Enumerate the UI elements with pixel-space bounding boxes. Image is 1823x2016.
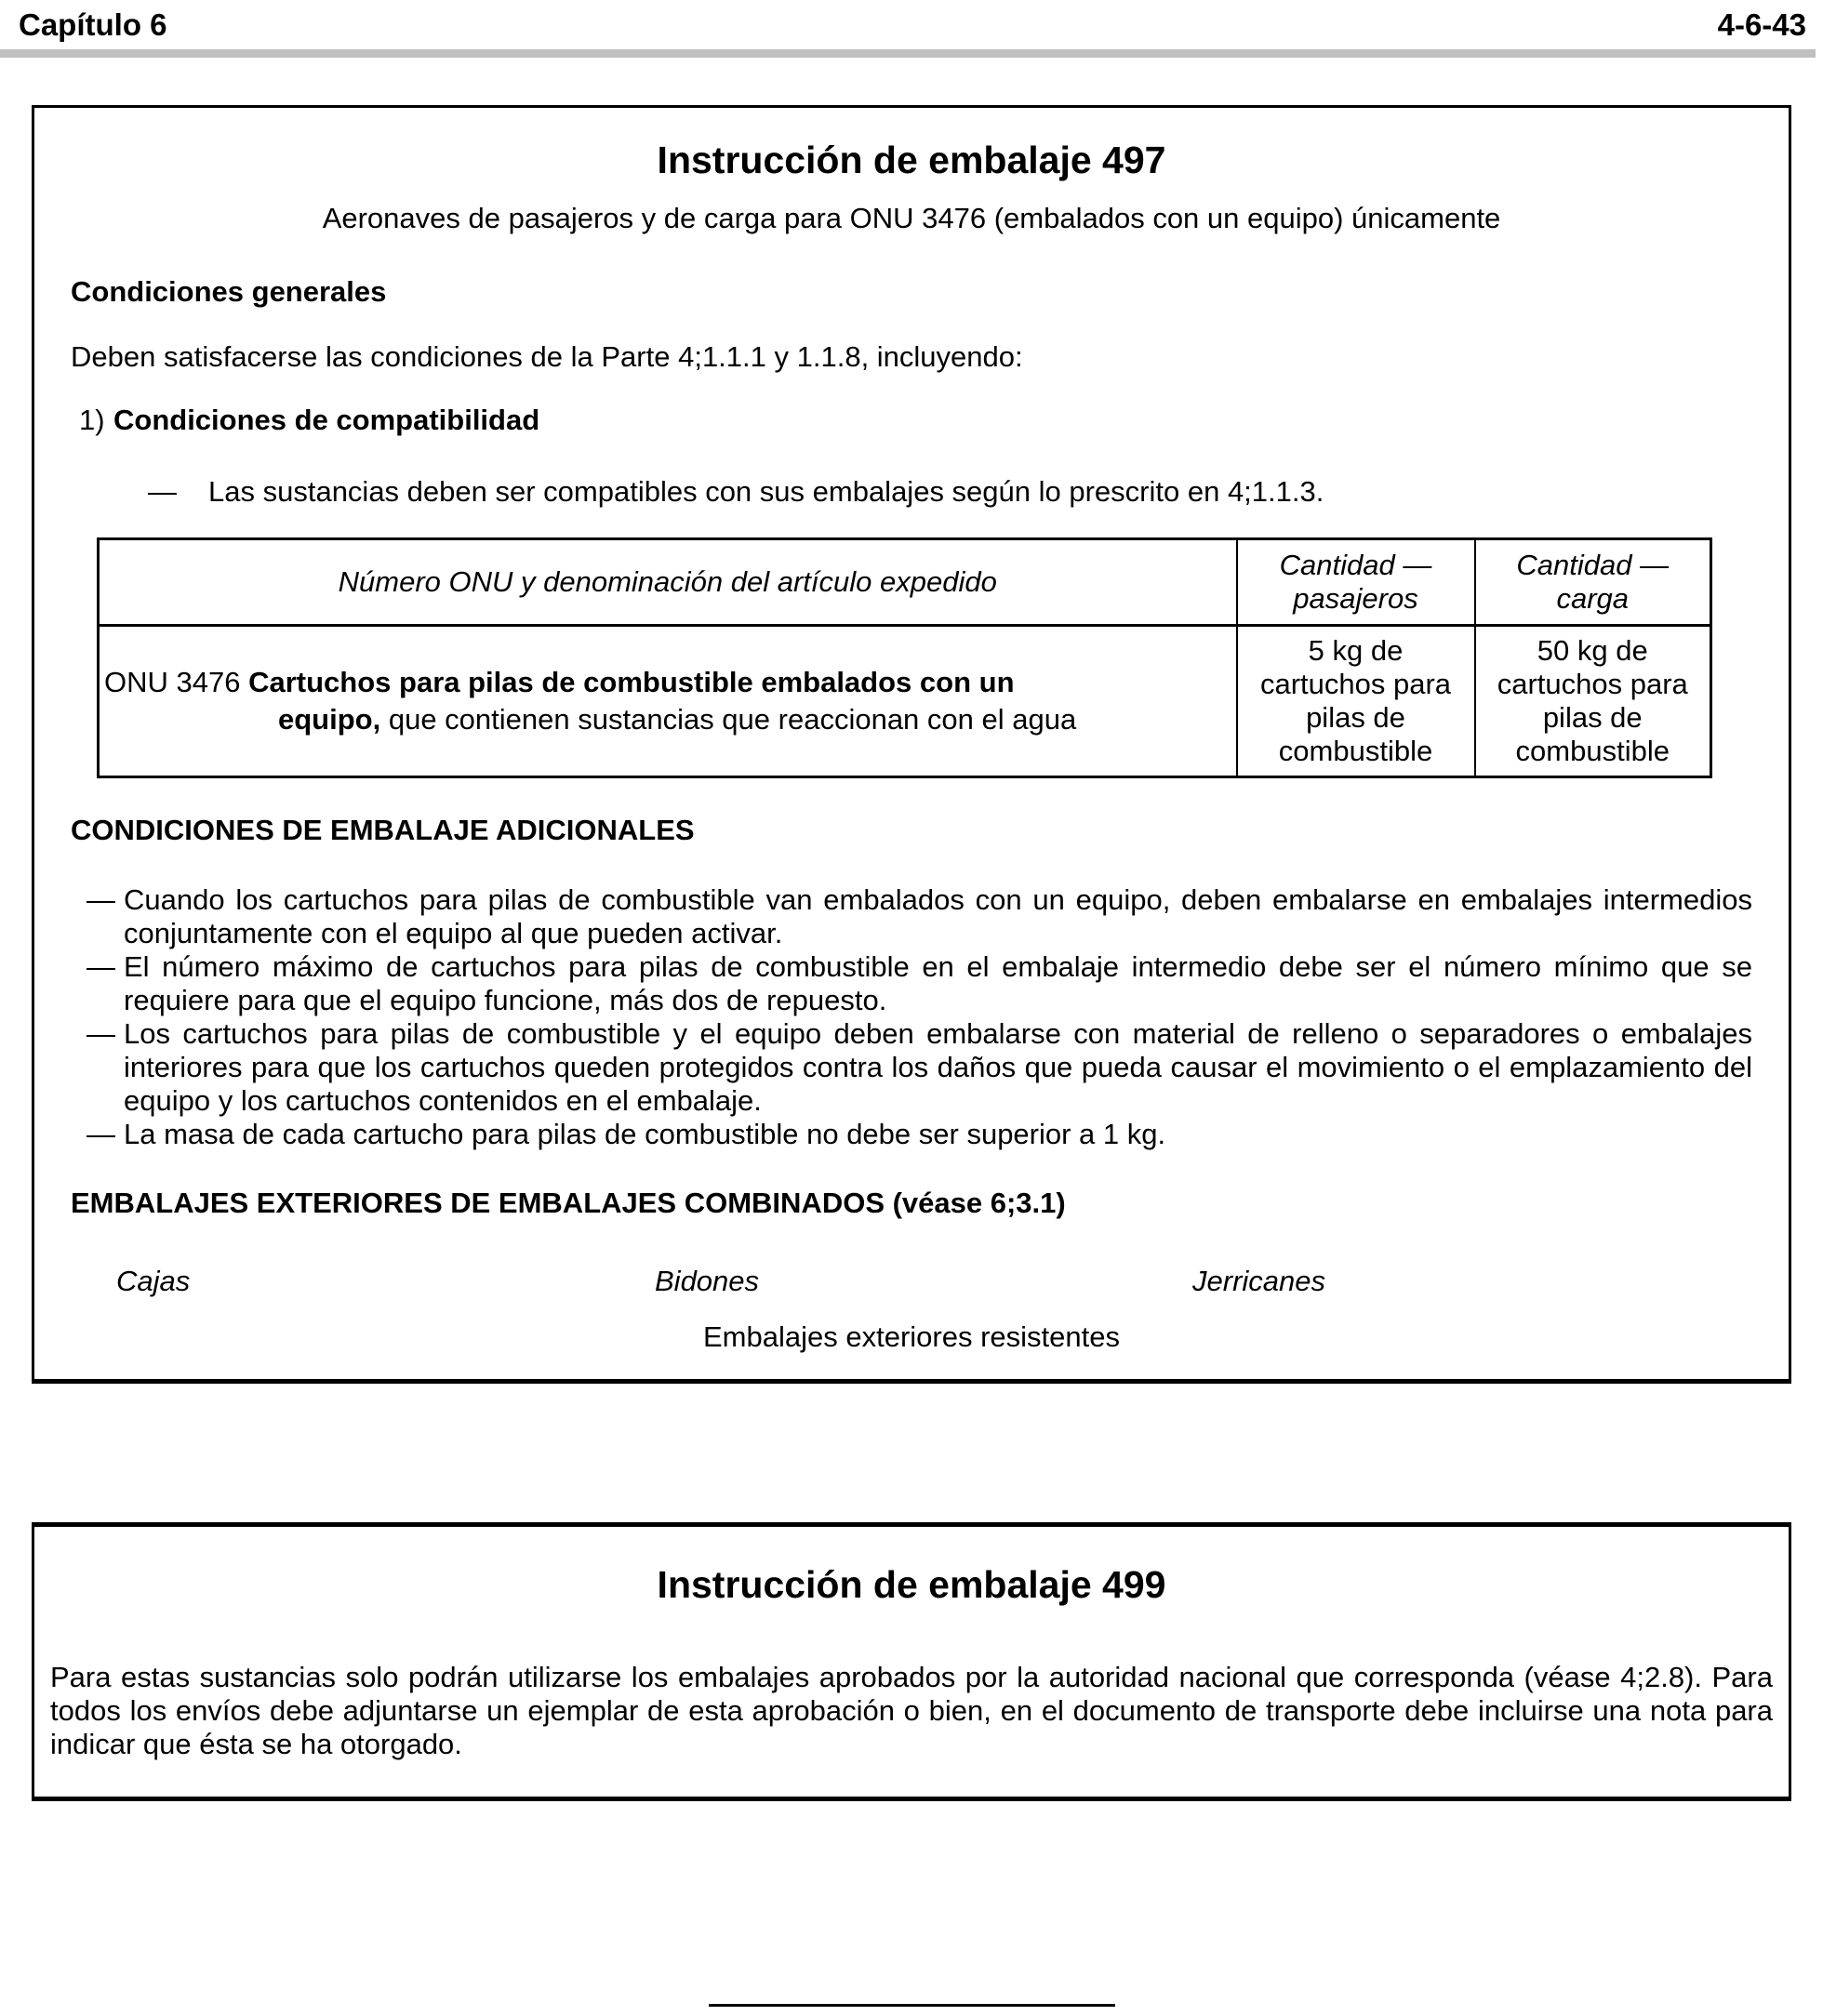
header-line: Cantidad —	[1279, 549, 1432, 581]
compatibility-bullet	[71, 475, 1752, 509]
additional-conditions-list	[71, 883, 1752, 1151]
col-header-denomination: Número ONU y denominación del artículo expedido	[99, 539, 1237, 626]
entry-description-cell	[99, 626, 1237, 777]
bullet-dash: —	[86, 1118, 115, 1150]
list-item	[71, 1017, 1752, 1118]
un-number: ONU 3476	[104, 666, 241, 698]
qty-line: cartuchos para	[1497, 668, 1688, 700]
quantity-table	[97, 537, 1712, 778]
instruction-497-subtitle: Aeronaves de pasajeros y de carga para ONU 3476 (embalados con un equipo) únicamente	[322, 202, 1501, 234]
header-line: Cantidad —	[1516, 549, 1670, 581]
list-item-text: La masa de cada cartucho para pilas de combustible no debe ser superior a 1 kg.	[124, 1118, 1166, 1150]
header-divider-rule	[0, 49, 1816, 58]
table-row	[99, 626, 1711, 777]
cargo-quantity-cell	[1475, 626, 1711, 777]
instruction-499-title: Instrucción de embalaje 499	[657, 1563, 1166, 1606]
list-item-text: Los cartuchos para pilas de combustible y el equipo deben embalarse con material de relleno o separadores o embalajes interiores para que los cartuchos queden protegidos contra los daños que pueda causar el movimiento o el emplazamiento del equipo y los cartuchos contenidos en el embalaje.	[124, 1017, 1752, 1117]
qty-line: pilas de	[1542, 701, 1643, 734]
proper-shipping-name-cont: equipo,	[278, 703, 381, 736]
page-number: 4-6-43	[1717, 7, 1806, 42]
outer-packaging-types	[71, 1265, 1752, 1298]
bullet-dash: —	[148, 475, 177, 508]
header-line: carga	[1556, 582, 1630, 615]
table-header-row	[99, 539, 1711, 626]
col-header-passenger-qty	[1237, 539, 1475, 626]
qty-line: 50 kg de	[1537, 634, 1648, 667]
list-item-text: El número máximo de cartuchos para pilas de combustible en el embalaje intermedio debe ser el número mínimo que se requiere para que el equipo funcione, más dos de repuesto.	[124, 950, 1752, 1016]
packing-instruction-499-box	[32, 1522, 1791, 1801]
additional-conditions-heading: CONDICIONES DE EMBALAJE ADICIONALES	[71, 814, 695, 846]
bullet-dash: —	[86, 883, 115, 916]
chapter-label: Capítulo 6	[19, 7, 167, 42]
passenger-quantity-cell	[1237, 626, 1475, 777]
list-item	[71, 950, 1752, 1017]
list-item	[71, 1118, 1752, 1151]
entry-description-suffix: que contienen sustancias que reaccionan con el agua	[388, 703, 1077, 736]
packaging-type-drums: Bidones	[655, 1265, 760, 1297]
page-header	[19, 7, 1806, 43]
qty-line: cartuchos para	[1259, 668, 1452, 700]
footer-separator-line	[709, 2004, 1115, 2007]
outer-packagings-heading: EMBALAJES EXTERIORES DE EMBALAJES COMBINADOS (véase 6;3.1)	[71, 1187, 1066, 1219]
qty-line: combustible	[1515, 735, 1670, 767]
general-conditions-heading: Condiciones generales	[71, 275, 387, 308]
compatibility-bullet-text: Las sustancias deben ser compatibles con sus embalajes según lo prescrito en 4;1.1.3.	[208, 475, 1324, 508]
qty-line: combustible	[1278, 735, 1433, 767]
packaging-type-boxes: Cajas	[116, 1265, 191, 1297]
proper-shipping-name: Cartuchos para pilas de combustible embalados con un	[248, 666, 1015, 698]
instruction-499-body: Para estas sustancias solo podrán utilizarse los embalajes aprobados por la autoridad nacional que corresponda (véase 4;2.8). Para todos los envíos debe adjuntarse un ejemplar de esta aprobación o bien, en el documento de transporte debe incluirse una nota para indicar que ésta se ha otorgado.	[50, 1661, 1773, 1760]
qty-line: pilas de	[1306, 701, 1405, 734]
outer-packagings-note: Embalajes exteriores resistentes	[703, 1320, 1120, 1353]
qty-line: 5 kg de	[1308, 634, 1404, 667]
bullet-dash: —	[86, 950, 115, 983]
compatibility-item	[71, 404, 1752, 437]
header-line: pasajeros	[1293, 582, 1418, 615]
list-item-text: Cuando los cartuchos para pilas de combustible van embalados con un equipo, deben embalarse en embalajes intermedios conjuntamente con el equipo al que pueden activar.	[124, 883, 1752, 949]
general-conditions-intro: Deben satisfacerse las condiciones de la Parte 4;1.1.1 y 1.1.8, incluyendo:	[71, 340, 1023, 373]
packaging-type-jerricans: Jerricanes	[1192, 1265, 1325, 1297]
list-item	[71, 883, 1752, 950]
packing-instruction-497-box	[32, 105, 1791, 1384]
item-number: 1)	[79, 404, 105, 436]
instruction-497-title: Instrucción de embalaje 497	[657, 139, 1166, 181]
compatibility-heading: Condiciones de compatibilidad	[113, 404, 540, 436]
bullet-dash: —	[86, 1017, 115, 1050]
col-header-cargo-qty	[1475, 539, 1711, 626]
